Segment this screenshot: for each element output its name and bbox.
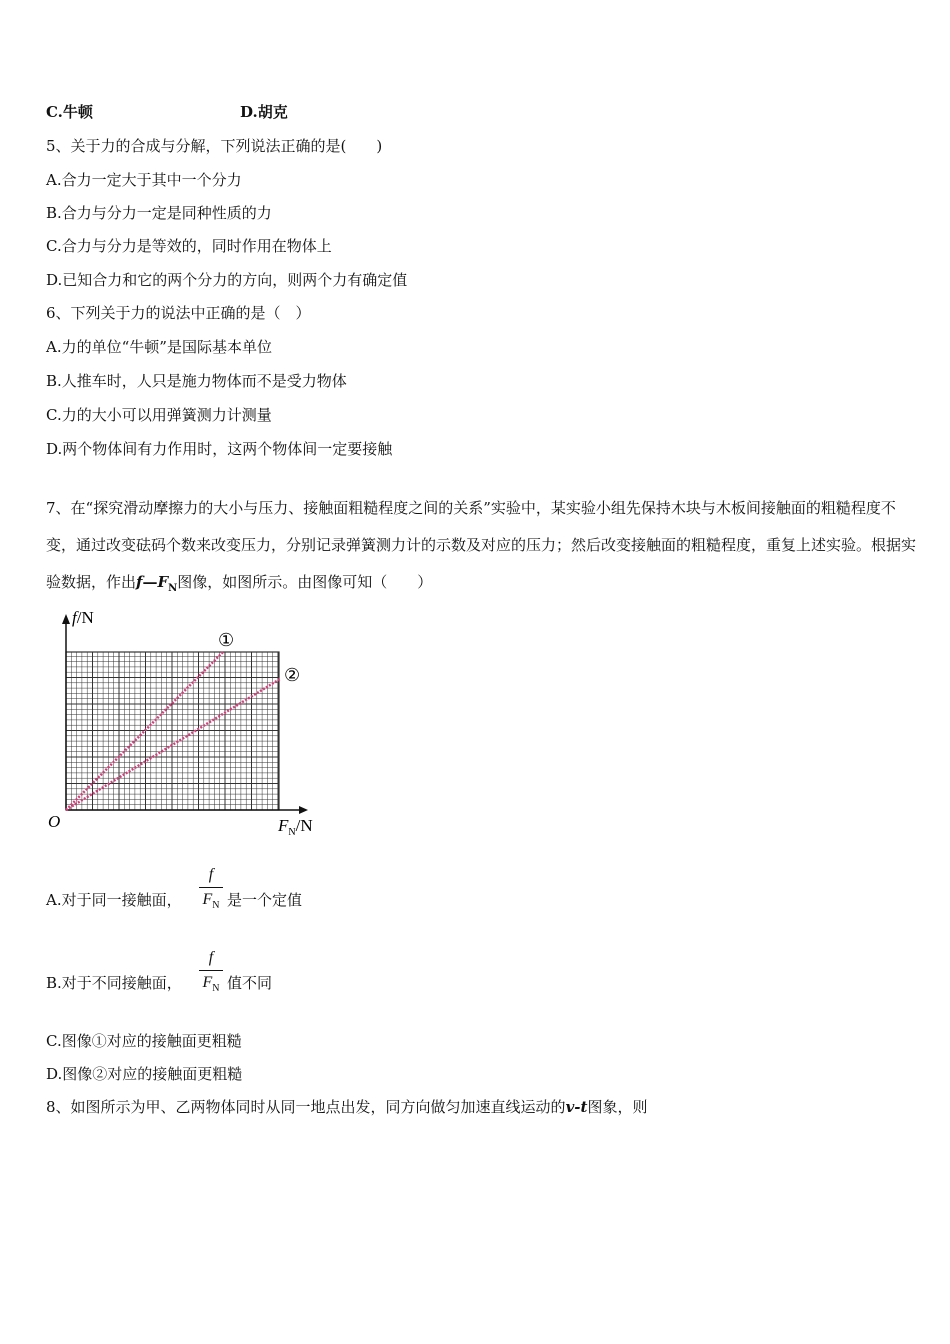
q6-stem: 6、下列关于力的说法中正确的是（ ） bbox=[46, 304, 311, 322]
q5-option-d: D.已知合力和它的两个分力的方向，则两个力有确定值 bbox=[46, 271, 408, 289]
fraction-den-N: N bbox=[212, 983, 220, 995]
fraction-den-N: N bbox=[212, 900, 220, 912]
q7-stem-F: F bbox=[157, 573, 169, 591]
q6-option-a: A.力的单位“牛顿”是国际基本单位 bbox=[46, 338, 272, 356]
fraction-denominator bbox=[199, 890, 223, 910]
q5-option-b: B.合力与分力一定是同种性质的力 bbox=[46, 204, 272, 222]
q8-stem bbox=[46, 1097, 647, 1117]
q8-stem-text: 8、如图所示为甲、乙两物体同时从同一地点出发，同方向做匀加速直线运动的 bbox=[46, 1098, 566, 1116]
graph-grid bbox=[66, 652, 279, 810]
fraction-denominator bbox=[199, 973, 223, 993]
q7-stem-text-2: 图像，如图所示。由图像可知（ ） bbox=[177, 573, 433, 591]
y-axis-label: f/N bbox=[72, 608, 94, 627]
fraction-bar bbox=[199, 887, 223, 888]
y-axis-arrow bbox=[62, 614, 70, 624]
q7-option-a bbox=[46, 890, 182, 910]
q7-option-b-post: 值不同 bbox=[227, 974, 273, 992]
fraction-bar bbox=[199, 970, 223, 971]
q6-option-c: C.力的大小可以用弹簧测力计测量 bbox=[46, 406, 272, 424]
q5-option-a: A.合力一定大于其中一个分力 bbox=[46, 171, 242, 189]
fraction-f-over-fn-2 bbox=[199, 948, 223, 993]
q4-option-d: D.胡克 bbox=[240, 103, 288, 121]
x-axis-label: $F_N/N$ bbox=[278, 816, 313, 838]
q7-stem-dash: — bbox=[142, 573, 158, 591]
q7-stem-f: f bbox=[136, 573, 143, 591]
fraction-numerator: f bbox=[208, 949, 214, 966]
q7-option-a-post: 是一个定值 bbox=[227, 891, 303, 909]
q8-stem-vt: v-t bbox=[565, 1098, 588, 1116]
q5-option-c: C.合力与分力是等效的，同时作用在物体上 bbox=[46, 237, 332, 255]
line-2-label: ② bbox=[284, 665, 301, 686]
q8-stem-text-2: 图象，则 bbox=[587, 1098, 648, 1116]
fraction-numerator: f bbox=[208, 866, 214, 883]
q6-option-b: B.人推车时，人只是施力物体而不是受力物体 bbox=[46, 372, 347, 390]
line-1-label: ① bbox=[218, 630, 235, 651]
q7-option-a-text: A.对于同一接触面， bbox=[46, 891, 182, 909]
q6-option-d: D.两个物体间有力作用时，这两个物体间一定要接触 bbox=[46, 440, 393, 458]
q4-option-c: C.牛顿 bbox=[46, 103, 93, 121]
q7-option-b-text: B.对于不同接触面， bbox=[46, 974, 182, 992]
x-axis-arrow bbox=[299, 806, 308, 814]
f-fn-graph bbox=[40, 603, 340, 843]
q7-option-c: C.图像①对应的接触面更粗糙 bbox=[46, 1032, 242, 1050]
q7-option-d: D.图像②对应的接触面更粗糙 bbox=[46, 1065, 243, 1083]
q7-option-b bbox=[46, 973, 182, 993]
q7-stem-N: N bbox=[168, 583, 178, 594]
origin-label: O bbox=[48, 812, 61, 831]
fraction-f-over-fn bbox=[199, 865, 223, 910]
fraction-den-F: F bbox=[202, 891, 213, 908]
q5-stem: 5、关于力的合成与分解，下列说法正确的是( ) bbox=[46, 137, 383, 155]
fraction-den-F: F bbox=[202, 974, 213, 991]
q7-stem bbox=[46, 490, 916, 607]
q7-stem-text: 7、在“探究滑动摩擦力的大小与压力、接触面粗糙程度之间的关系”实验中，某实验小组先保持木块与木板间接触面的粗糙程度不变，通过改变砝码个数来改变压力，分别记录弹簧测力计的示数及对应的压力；然后改变接触面的粗糙程度，重复上述实验。根据实验数据，作出 bbox=[46, 499, 917, 591]
